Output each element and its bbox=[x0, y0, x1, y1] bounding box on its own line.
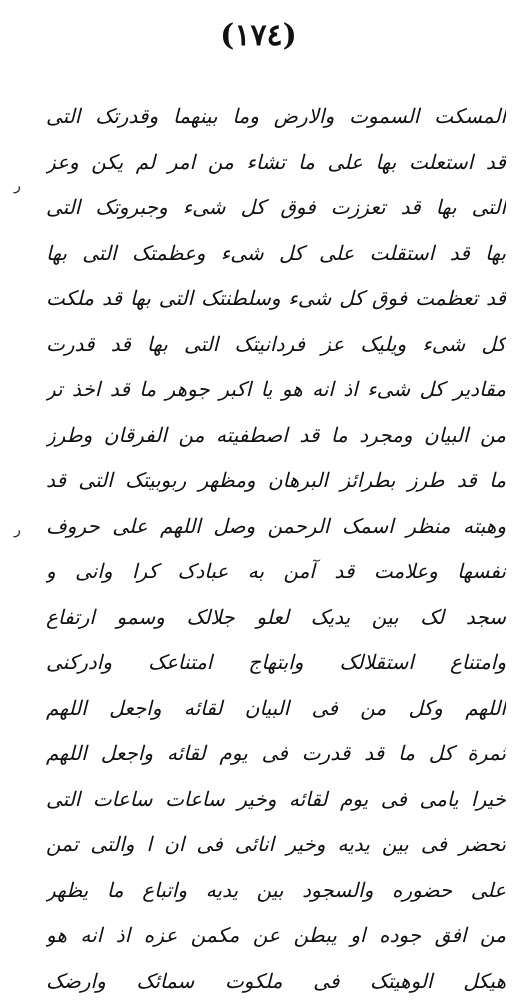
text-line: سجد لک بین یدیک لعلو جلالک وسمو ارتفاع bbox=[46, 595, 506, 641]
text-line: بها قد استقلت علی کل شیء وعظمتک التی بها bbox=[46, 231, 506, 277]
text-line: خیرا یامی فی یوم لقائه وخیر ساعات ساعات التی bbox=[46, 777, 506, 823]
text-line: قد تعظمت فوق کل شیء وسلطنتک التی بها قد ملکت bbox=[46, 276, 506, 322]
page-number: (١٧٤) bbox=[0, 14, 517, 58]
text-line: اللهم وکل من فی البیان لقائه واجعل اللهم bbox=[46, 686, 506, 732]
handwritten-text-block bbox=[46, 94, 506, 1004]
text-line: وامتناع استقلالک وابتهاج امتناعک وادرکنی bbox=[46, 640, 506, 686]
margin-mark: ﺭ bbox=[14, 522, 21, 538]
text-line: ما قد طرز بطرائز البرهان ومظهر ربوبیتک التی قد bbox=[46, 458, 506, 504]
text-line: وهبته منظر اسمک الرحمن وصل اللهم علی حروف bbox=[46, 504, 506, 550]
text-line: التی بها قد تعززت فوق کل شیء وجبروتک التی bbox=[46, 185, 506, 231]
text-line: قد استعلت بها علی ما تشاء من امر لم یکن وعز bbox=[46, 140, 506, 186]
text-line: من افق جوده او یبطن عن مکمن عزه اذ انه هو bbox=[46, 913, 506, 959]
text-line: مقادیر کل شیء اذ انه هو یا اکبر جوهر ما قد اخذ تر bbox=[46, 367, 506, 413]
text-line: ثمرة کل ما قد قدرت فی یوم لقائه واجعل اللهم bbox=[46, 731, 506, 777]
text-line: نفسها وعلامت قد آمن به عبادک کرا وانی و bbox=[46, 549, 506, 595]
text-line: کل شیء ویلیک عز فردانیتک التی بها قد قدرت bbox=[46, 322, 506, 368]
text-line: هیکل الوهیتک فی ملکوت سمائک وارضک bbox=[46, 959, 506, 1004]
text-line: المسکت السموت والارض وما بینهما وقدرتک التی bbox=[46, 94, 506, 140]
margin-mark: ﺭ bbox=[14, 178, 21, 194]
text-line: من البیان ومجرد ما قد اصطفیته من الفرقان وطرز bbox=[46, 413, 506, 459]
text-line: تحضر فی بین یدیه وخیر انائی فی ان ا والتی تمن bbox=[46, 822, 506, 868]
text-line: علی حضوره والسجود بین یدیه واتباع ما یظهر bbox=[46, 868, 506, 914]
